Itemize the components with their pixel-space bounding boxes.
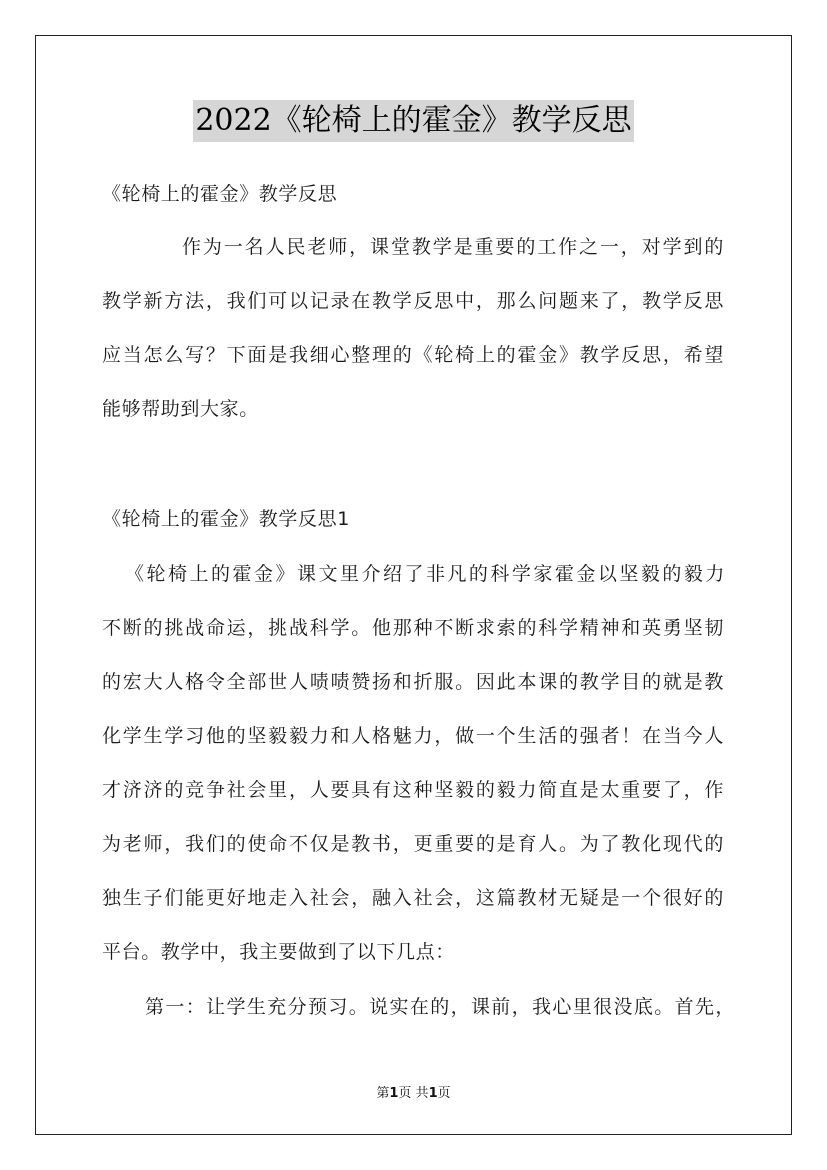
intro-line: 应当怎么写？下面是我细心整理的《轮椅上的霍金》教学反思，希望 — [102, 344, 724, 366]
footer-page-total: 1 — [428, 1086, 438, 1101]
body-line: 才济济的竞争社会里，人要具有这种坚毅的毅力简直是太重要了，作 — [102, 779, 724, 801]
body-line: 第一：让学生充分预习。说实在的，课前，我心里很没底。首先， — [145, 996, 735, 1018]
body-line: 为老师，我们的使命不仅是教书，更重要的是育人。为了教化现代的 — [102, 833, 724, 855]
body-line: 的宏大人格令全部世人啧啧赞扬和折服。因此本课的教学目的就是教 — [102, 671, 724, 693]
intro-line: 教学新方法，我们可以记录在教学反思中，那么问题来了，教学反思 — [102, 290, 724, 312]
footer-page-number: 1 — [389, 1086, 399, 1101]
body-line: 《轮椅上的霍金》课文里介绍了非凡的科学家霍金以坚毅的毅力 — [125, 563, 725, 585]
footer-page-mid: 页 共 — [398, 1086, 429, 1101]
document-subtitle: 《轮椅上的霍金》教学反思 — [102, 183, 338, 205]
body-line: 独生子们能更好地走入社会，融入社会，这篇教材无疑是一个很好的 — [102, 887, 724, 909]
document-title: 2022《轮椅上的霍金》教学反思 — [193, 100, 633, 142]
body-line: 不断的挑战命运，挑战科学。他那种不断求索的科学精神和英勇坚韧 — [102, 617, 724, 639]
intro-line: 能够帮助到大家。 — [102, 398, 259, 420]
title-container — [0, 100, 827, 142]
body-line: 平台。教学中，我主要做到了以下几点： — [102, 941, 455, 963]
page-footer — [0, 1082, 827, 1101]
footer-page-suffix: 页 — [437, 1086, 451, 1101]
intro-line: 作为一名人民老师，课堂教学是重要的工作之一，对学到的 — [182, 236, 724, 258]
footer-page-prefix: 第 — [376, 1086, 390, 1101]
body-line: 化学生学习他的坚毅毅力和人格魅力，做一个生活的强者！在当今人 — [102, 725, 724, 747]
section-heading: 《轮椅上的霍金》教学反思1 — [102, 508, 350, 530]
